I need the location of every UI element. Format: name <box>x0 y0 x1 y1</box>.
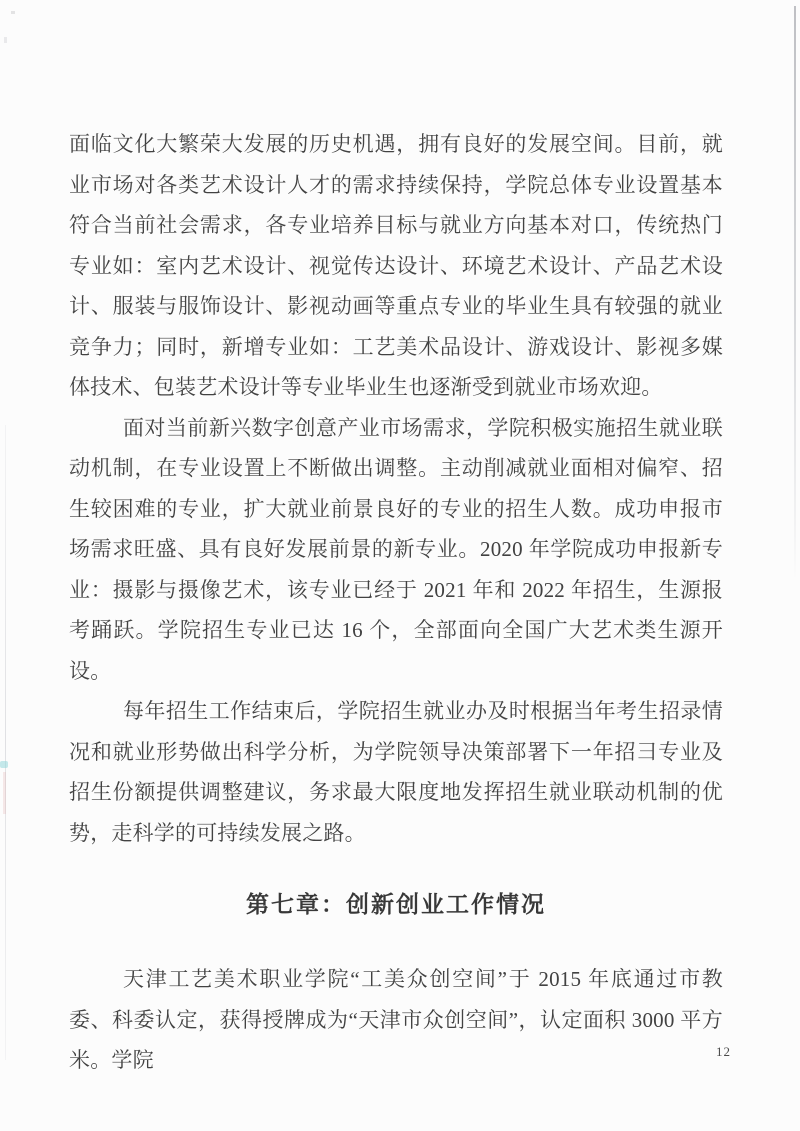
scan-artifact-right-line <box>794 6 796 581</box>
chapter-heading: 第七章：创新创业工作情况 <box>246 892 546 917</box>
page-content <box>69 0 723 1081</box>
body-paragraph: 天津工艺美术职业学院“工美众创空间”于 2015 年底通过市教委、科委认定，获得授牌成为“天津市众创空间”，认定面积 3000 平方米。学院 <box>69 967 723 1072</box>
scan-artifact-cyan-tick <box>0 761 8 768</box>
scan-speck <box>11 11 15 14</box>
body-paragraph: 面对当前新兴数字创意产业市场需求，学院积极实施招生就业联动机制，在专业设置上不断做出调整。主动削减就业面相对偏窄、招生较困难的专业，扩大就业前景良好的专业的招生人数。成功申报市场需求旺盛、具有良好发展前景的新专业。2020 年学院成功申报新专业：摄影与摄像艺术，该专业已经于 2021 年和 2022 年招生，生源报考踊跃。学院招生专业已达 16 个，全部面向全国广大艺术类生源开设。 <box>69 415 723 683</box>
body-paragraph: 面临文化大繁荣大发展的历史机遇，拥有良好的发展空间。目前，就业市场对各类艺术设计人才的需求持续保持，学院总体专业设置基本符合当前社会需求，各专业培养目标与就业方向基本对口，传统热门专业如：室内艺术设计、视觉传达设计、环境艺术设计、产品艺术设计、服装与服饰设计、影视动画等重点专业的毕业生具有较强的就业竞争力；同时，新增专业如：工艺美术品设计、游戏设计、影视多媒体技术、包装艺术设计等专业毕业生也逐渐受到就业市场欢迎。 <box>69 132 723 399</box>
page-number: 12 <box>716 1044 731 1059</box>
scan-speck <box>4 37 7 43</box>
scan-artifact-left-line <box>5 425 6 1060</box>
body-paragraph: 每年招生工作结束后，学院招生就业办及时根据当年考生招录情况和就业形势做出科学分析，为学院领导决策部署下一年招彐专业及招生份额提供调整建议，务求最大限度地发挥招生就业联动机制的优势，走科学的可持续发展之路。 <box>69 699 723 845</box>
scan-artifact-pink-tint <box>3 772 6 814</box>
